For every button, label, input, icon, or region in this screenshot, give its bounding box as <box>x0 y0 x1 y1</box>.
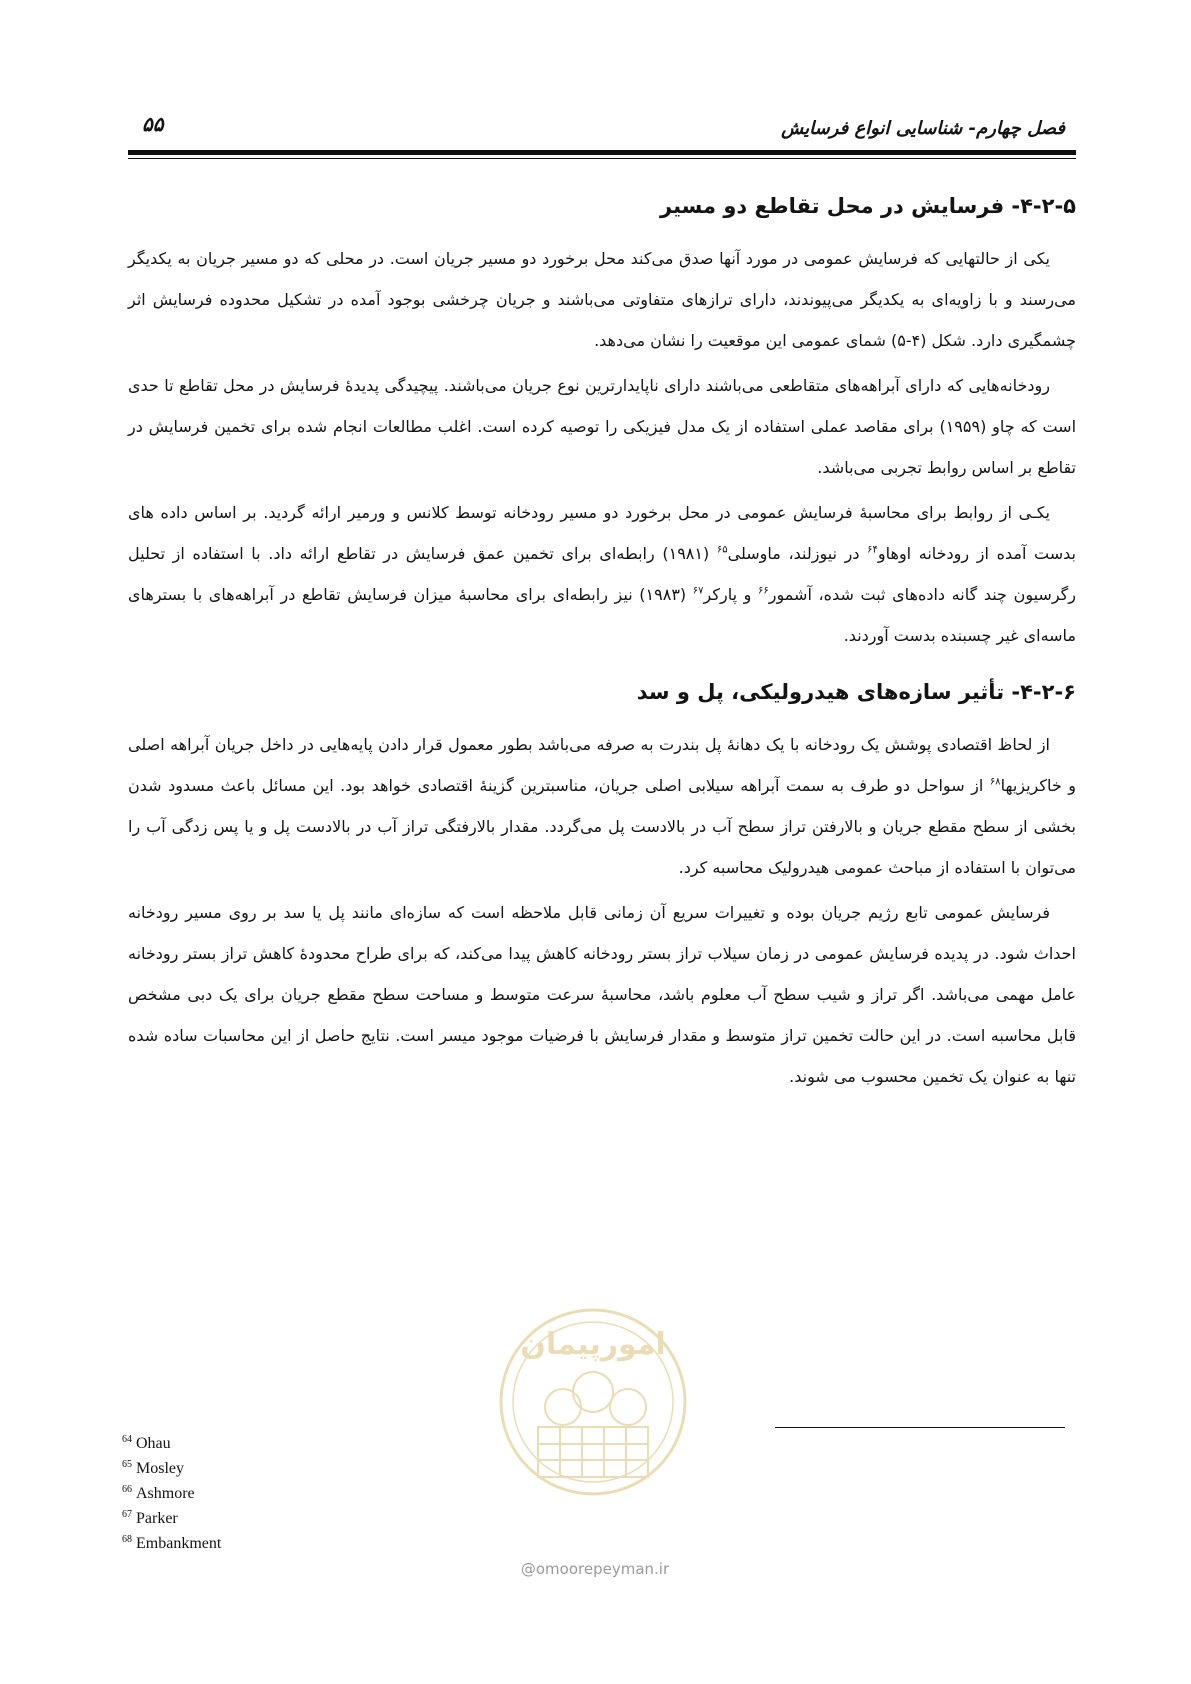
paragraph-4-text-b: از سواحل دو طرف به سمت آبراهه سیلابی اصلی جریان، مناسبترین گزینهٔ اقتصادی خواهد بود. این مسائل باعث مسدود شدن بخشی از سطح مقطع جریان و بالارفتن تراز سطح آب در بالادست پل می‌گردد. مقدار بالارفتگی تراز آب در بالادست پل و یا پس زدگی آب را می‌توان با استفاده از مباحث عمومی هیدرولیک محاسبه کرد. <box>128 776 1076 877</box>
footnote-ref-66: ۶۶ <box>758 585 769 597</box>
footnote-number: 67 <box>122 1509 132 1520</box>
footnote-text: Ohau <box>136 1435 171 1452</box>
paragraph-3-text-d: و پارکر <box>703 585 759 604</box>
footnote-text: Ashmore <box>136 1485 195 1502</box>
watermark-logo-text: امورپیمان <box>520 1327 666 1362</box>
footnote-number: 64 <box>122 1434 132 1445</box>
footnote-ref-68: ۶۸ <box>989 776 1001 788</box>
footnote-text: Mosley <box>136 1460 184 1477</box>
paragraph-3-text-b: در نیوزلند، ماوسلی <box>727 544 868 563</box>
footnote-67 <box>122 1507 221 1532</box>
footnotes <box>122 1432 221 1557</box>
footnote-separator <box>775 1427 1065 1428</box>
paragraph-3-text-c: (۱۹۸۱) رابطه‌ای برای تخمین عمق فرسایش در تقاطع ارائه داد. با استفاده از تحلیل رگرسیون چند گانه داده‌های ثبت شده، آشمور <box>128 544 1076 604</box>
page-number: ۵۵ <box>142 112 164 136</box>
running-title: فصل چهارم- شناسایی انواع فرسایش <box>781 118 1065 139</box>
header-rule-thin <box>128 158 1076 159</box>
paragraph-3-text-a: یکـی از روابط برای محاسبهٔ فرسایش عمومی در محل برخورد دو مسیر رودخانه توسط کلانس و ورمیر ارائه گردید. بر اساس داده های بدست آمده از رودخانه اوهاو <box>128 503 1077 563</box>
section-heading-1: ۴-۲-۵- فرسایش در محل تقاطع دو مسیر <box>660 194 1076 218</box>
page-body <box>128 186 1076 1101</box>
paragraph-5: فرسایش عمومی تابع رژیم جریان بوده و تغییرات سریع آن زمانی قابل ملاحظه است که سازه‌ای مانند پل یا سد بر روی مسیر رودخانه احداث شود. در پدیده فرسایش عمومی در زمان سیلاب تراز بستر رودخانه کاهش پیدا می‌کند، که برای طراح محدودهٔ کاهش تراز بستر رودخانه عامل مهمی می‌باشد. اگر تراز و شیب سطح آب معلوم باشد، محاسبهٔ سرعت متوسط و مساحت سطح مقطع جریان برای یک دبی مشخص قابل محاسبه است. در این حالت تخمین تراز متوسط و مقدار فرسایش با فرضیات موجود میسر است. نتایج حاصل از این محاسبات ساده شده تنها به عنوان یک تخمین محسوب می شوند. <box>128 903 1076 1086</box>
footnote-text: Parker <box>136 1510 178 1527</box>
paragraph-3 <box>128 492 1076 656</box>
footnote-number: 66 <box>122 1484 132 1495</box>
footnote-ref-65: ۶۵ <box>716 544 728 556</box>
footnote-64 <box>122 1432 221 1457</box>
footnote-ref-64: ۶۴ <box>867 544 878 556</box>
footnote-65 <box>122 1457 221 1482</box>
section-heading-2: ۴-۲-۶- تأثیر سازه‌های هیدرولیکی، پل و سد <box>636 680 1076 704</box>
header-rule-thick <box>128 150 1076 155</box>
footnote-66 <box>122 1482 221 1507</box>
footnote-text: Embankment <box>136 1535 222 1552</box>
paragraph-2: رودخانه‌هایی که دارای آبراهه‌های متقاطعی می‌باشند دارای ناپایدارترین نوع جریان می‌باشند. پیچیدگی پدیدهٔ فرسایش در محل تقاطع تا حدی است که چاو (۱۹۵۹) برای مقاصد عملی استفاده از یک مدل فیزیکی را توصیه کرده است. اغلب مطالعات انجام شده برای تخمین فرسایش در تقاطع بر اساس روابط تجربی می‌باشد. <box>128 376 1077 477</box>
paragraph-4 <box>128 724 1076 888</box>
footnote-number: 65 <box>122 1459 132 1470</box>
paragraph-1: یکی از حالتهایی که فرسایش عمومی در مورد آنها صدق می‌کند محل برخورد دو مسیر جریان است. در محلی که دو مسیر جریان به یکدیگر می‌رسند و با زاویه‌ای به یکدیگر می‌پیوندند، دارای ترازهای متفاوتی می‌باشند و جریان چرخشی بوجود آمده در تشکیل محدوده فرسایش اثر چشمگیری دارد. شکل (۴-۵) شمای عمومی این موقعیت را نشان می‌دهد. <box>128 249 1076 350</box>
footnote-68 <box>122 1532 221 1557</box>
paragraph-4-text-a: از لحاظ اقتصادی پوشش یک رودخانه با یک دهانهٔ پل بندرت به صرفه می‌باشد بطور معمول قرار دادن پایه‌هایی در داخل جریان آبراهه اصلی و خاکریزیها <box>128 735 1077 795</box>
watermark-logo <box>493 1292 693 1552</box>
footnote-number: 68 <box>122 1534 132 1545</box>
footnote-ref-67: ۶۷ <box>692 585 704 597</box>
watermark-url: @omoorepeyman.ir <box>520 1560 670 1578</box>
paragraph-3-text-e: (۱۹۸۳) نیز رابطه‌ای برای محاسبهٔ میزان فرسایش تقاطع در آبراهه‌های با بسترهای ماسه‌ای غیر چسبنده بدست آوردند. <box>128 585 1076 645</box>
